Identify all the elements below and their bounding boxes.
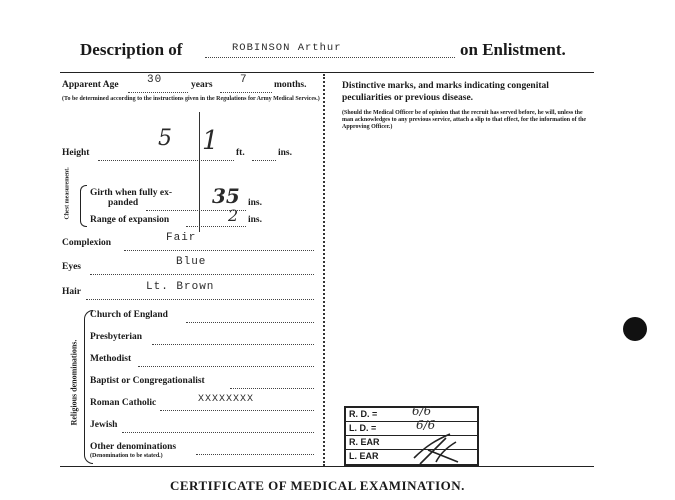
religion-other-note: (Denomination to be stated.) (90, 453, 163, 459)
marks-heading-line2: peculiarities or previous disease. (342, 93, 474, 103)
religion-line-1 (152, 344, 314, 345)
height-label: Height (62, 148, 90, 158)
vision-row-lear-label: L. EAR (349, 451, 379, 461)
religion-line-5 (122, 432, 314, 433)
religion-item-baptist: Baptist or Congregationalist (90, 376, 205, 386)
title-suffix: on Enlistment. (460, 40, 566, 59)
pen-stroke (199, 112, 200, 232)
eyes-line (90, 274, 314, 275)
girth-ins-label: ins. (248, 198, 262, 208)
religion-item-other: Other denominations (90, 442, 177, 452)
footer-title: CERTIFICATE OF MEDICAL EXAMINATION. (170, 478, 465, 493)
marks-heading-line1: Distinctive marks, and marks indicating congenital (342, 81, 549, 91)
vision-row-rd-value: 6/6 (412, 404, 432, 418)
name-dotted-line (205, 57, 455, 58)
vision-row-rear-label: R. EAR (349, 437, 380, 447)
complexion-line (124, 250, 314, 251)
range-ins-label: ins. (248, 215, 262, 225)
eyes-label: Eyes (62, 262, 81, 272)
vision-row-ld-value: 6/6 (416, 418, 436, 432)
religion-line-4 (160, 410, 314, 411)
bottom-rule (60, 466, 594, 467)
marks-heading (342, 80, 549, 104)
religion-roman-catholic-value: XXXXXXXX (198, 394, 255, 405)
height-inches-value: 1 (202, 126, 219, 156)
enlistee-name: ROBINSON Arthur (232, 42, 342, 54)
age-months-line (220, 92, 272, 93)
age-months-label: months. (274, 80, 307, 90)
religion-line-6 (196, 454, 314, 455)
religion-line-0 (186, 322, 314, 323)
vision-row-ld-label: L. D. = (349, 423, 377, 433)
hair-value: Lt. Brown (146, 281, 215, 293)
punch-hole (623, 317, 647, 341)
complexion-value: Fair (166, 232, 197, 244)
chest-brace (80, 185, 87, 227)
range-line (186, 226, 246, 227)
column-divider (323, 74, 325, 466)
height-ft-label: ft. (236, 148, 245, 158)
age-note: (To be determined according to the instructions given in the Regulations for Army Medical Services.) (62, 96, 320, 102)
girth-label-1: Girth when fully ex- (90, 188, 173, 198)
age-years-label: years (191, 80, 213, 90)
vision-box (344, 406, 479, 466)
vision-row-rd-label: R. D. = (349, 409, 378, 419)
top-rule (60, 72, 594, 73)
age-years-line (128, 92, 188, 93)
religion-item-jewish: Jewish (90, 420, 118, 430)
religion-item-presbyterian: Presbyterian (90, 332, 143, 342)
religion-item-methodist: Methodist (90, 354, 132, 364)
height-ins-line (252, 160, 276, 161)
age-label: Apparent Age (62, 80, 119, 90)
height-feet-value: 5 (158, 126, 172, 151)
ear-check-scribble (406, 428, 466, 468)
religion-side-label: Religious denominations. (69, 339, 79, 426)
complexion-label: Complexion (62, 238, 112, 248)
vision-row-divider-1 (346, 421, 477, 422)
religion-side-wrap (60, 320, 86, 450)
religion-item-roman-catholic: Roman Catholic (90, 398, 157, 408)
age-months-value: 7 (240, 74, 248, 86)
girth-value: 35 (212, 184, 240, 208)
religion-line-2 (138, 366, 314, 367)
religion-item-church-of-england: Church of England (90, 310, 168, 320)
hair-line (86, 299, 314, 300)
eyes-value: Blue (176, 256, 207, 268)
range-value: 2 (228, 206, 239, 225)
marks-note: (Should the Medical Officer be of opinion that the recruit has served before, he will, unless the man acknowledges to any previous service, attach a slip to that effect, for the information of the Approving Officer.) (342, 110, 587, 130)
range-label: Range of expansion (90, 215, 170, 225)
height-feet-line (98, 160, 234, 161)
religion-line-3 (230, 388, 314, 389)
height-ins-label: ins. (278, 148, 292, 158)
hair-label: Hair (62, 287, 81, 297)
title-prefix: Description of (80, 40, 183, 59)
age-years-value: 30 (147, 74, 163, 86)
chest-side-text: Chest measurement. (64, 167, 71, 220)
girth-label-2: panded (108, 198, 139, 208)
